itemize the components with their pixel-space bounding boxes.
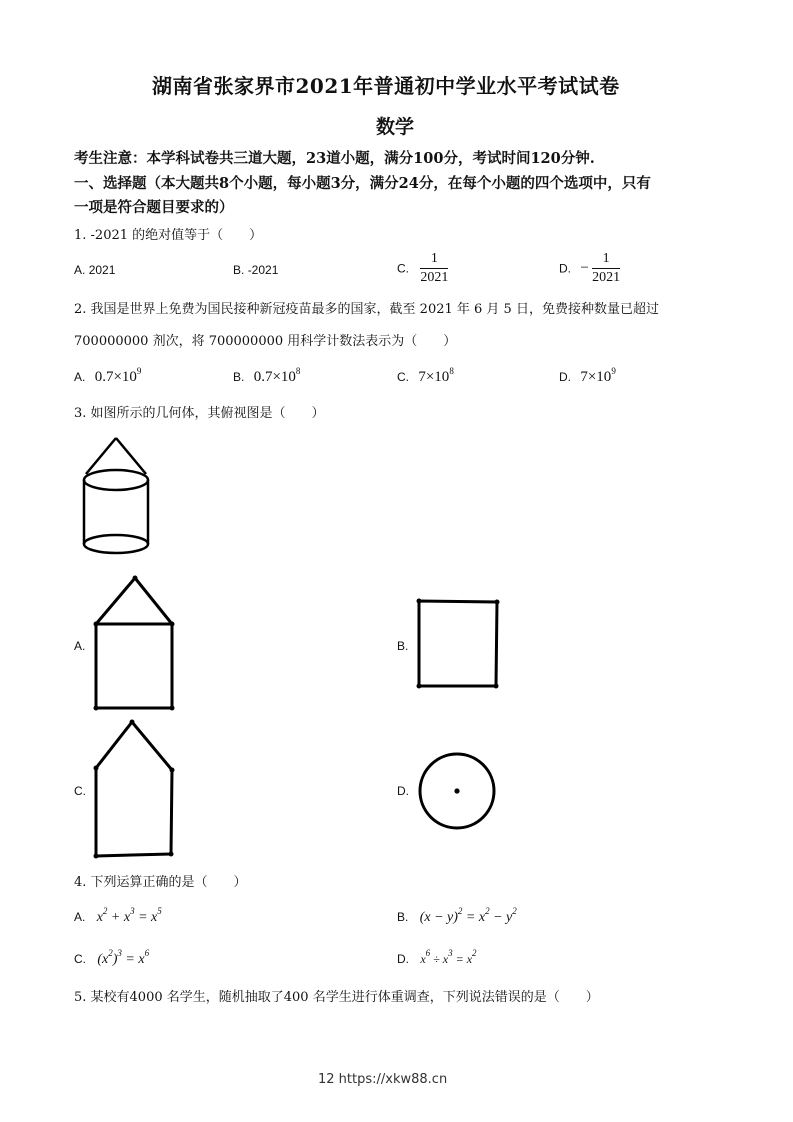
- question-3-stem: 3. 如图所示的几何体，其俯视图是（ ）: [74, 406, 325, 421]
- q1-option-c[interactable]: [397, 250, 448, 287]
- option-label: B.: [397, 910, 409, 924]
- option-value: $7\times 10^8$: [418, 366, 454, 385]
- q1-option-b[interactable]: [233, 263, 278, 277]
- cone-cylinder-figure: [78, 436, 158, 556]
- q3-option-b-figure[interactable]: [415, 598, 505, 693]
- q4-option-d[interactable]: [397, 948, 477, 967]
- exam-notice: 考生注意：本学科试卷共三道大题，23道小题，满分100分，考试时间120分钟.: [74, 150, 595, 167]
- q2-option-a[interactable]: [74, 366, 141, 386]
- option-value: $7\times 10^9$: [580, 366, 616, 385]
- question-2-stem-cont: 700000000 剂次，将 700000000 用科学计数法表示为（ ）: [74, 334, 457, 349]
- q3-option-c-figure[interactable]: [90, 718, 180, 863]
- section-heading-cont: 一项是符合题目要求的）: [74, 199, 234, 216]
- option-label: A.: [74, 263, 86, 277]
- option-label: D.: [397, 952, 409, 966]
- q3-option-a-label[interactable]: A.: [74, 639, 86, 653]
- fraction-numerator: 1: [592, 250, 620, 269]
- option-label: D.: [559, 261, 571, 276]
- option-label: B.: [233, 370, 245, 384]
- fraction: [420, 250, 448, 287]
- math-expression: $x^6 \div x^3 = x^2$: [420, 948, 477, 966]
- q4-option-a[interactable]: [74, 906, 162, 926]
- question-4-stem: 4. 下列运算正确的是（ ）: [74, 875, 247, 890]
- option-value: $0.7\times 10^9$: [94, 366, 142, 385]
- math-expression: $(x^2)^3 = x^6$: [97, 948, 150, 967]
- option-value: 2021: [88, 263, 116, 277]
- page-title: 湖南省张家界市2021年普通初中学业水平考试试卷: [152, 74, 620, 98]
- math-expression: $x^2 + x^3 = x^5$: [96, 906, 162, 925]
- option-label: A.: [74, 910, 86, 924]
- q2-option-d[interactable]: [559, 366, 616, 386]
- q4-option-c[interactable]: [74, 948, 149, 968]
- q3-option-a-figure[interactable]: [90, 574, 180, 714]
- option-label: C.: [397, 261, 409, 276]
- option-value: -2021: [247, 263, 279, 277]
- option-label: C.: [397, 370, 409, 384]
- fraction: [592, 250, 620, 287]
- fraction-numerator: 1: [420, 250, 448, 269]
- option-label: A.: [74, 370, 86, 384]
- q3-option-b-label[interactable]: B.: [397, 639, 409, 653]
- question-5-stem: 5. 某校有4000 名学生，随机抽取了400 名学生进行体重调查，下列说法错误的是（ ）: [74, 990, 599, 1005]
- q3-option-d-label[interactable]: D.: [397, 784, 409, 798]
- question-2-stem: 2. 我国是世界上免费为国民接种新冠疫苗最多的国家，截至 2021 年 6 月 5 日，免费接种数量已超过: [74, 302, 659, 317]
- subject-title: 数学: [376, 116, 415, 138]
- fraction-denominator: 2021: [420, 270, 449, 285]
- q1-option-d[interactable]: [559, 250, 620, 287]
- q1-option-a[interactable]: [74, 263, 115, 277]
- option-label: B.: [233, 263, 245, 277]
- option-value: $0.7\times 10^8$: [253, 366, 301, 385]
- minus-sign: −: [580, 260, 589, 276]
- fraction-denominator: 2021: [592, 270, 621, 285]
- section-heading: 一、选择题（本大题共8个小题，每小题3分，满分24分，在每个小题的四个选项中，只有: [74, 175, 651, 192]
- page-footer: 12 https://xkw88.cn: [318, 1072, 448, 1087]
- option-label: D.: [559, 370, 571, 384]
- q2-option-b[interactable]: [233, 366, 300, 386]
- math-expression: $(x - y)^2 = x^2 - y^2$: [419, 906, 517, 925]
- q3-option-c-label[interactable]: C.: [74, 784, 86, 798]
- question-1-stem: 1. -2021 的绝对值等于（ ）: [74, 228, 263, 243]
- q4-option-b[interactable]: [397, 906, 517, 926]
- option-label: C.: [74, 952, 86, 966]
- q3-option-d-figure[interactable]: [417, 751, 499, 833]
- q2-option-c[interactable]: [397, 366, 454, 386]
